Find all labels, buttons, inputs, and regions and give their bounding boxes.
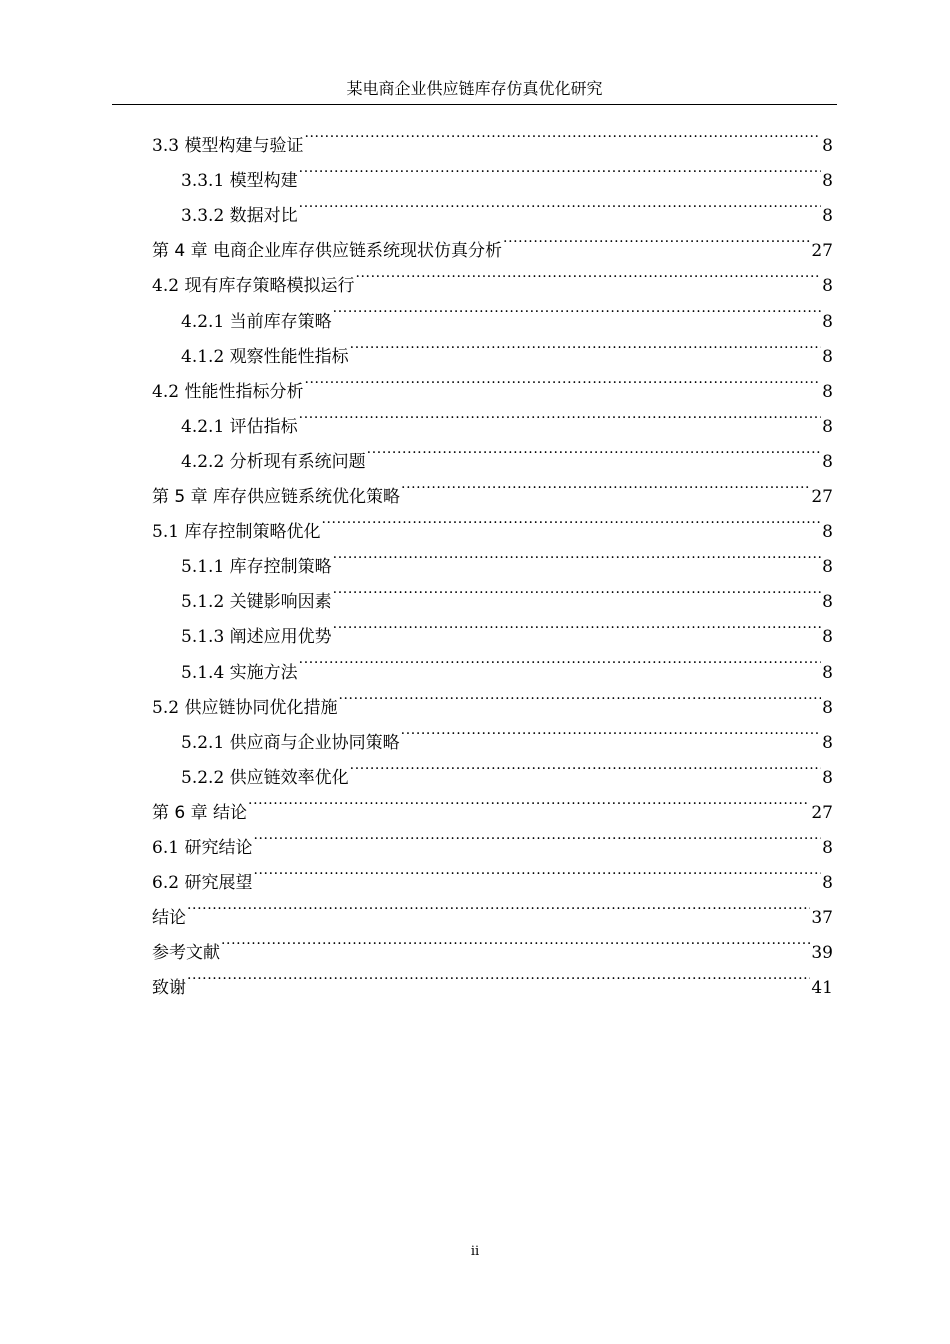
- toc-entry-page: 8: [822, 662, 833, 683]
- toc-entry[interactable]: [152, 958, 833, 999]
- toc-entry[interactable]: [152, 888, 833, 929]
- toc-entry-page: 8: [822, 206, 833, 227]
- toc-dot-leader: [299, 642, 822, 677]
- toc-entry-title: 5.1 库存控制策略优化: [152, 522, 321, 543]
- toc-entry-page: 41: [811, 978, 833, 999]
- toc-dot-leader: [338, 678, 821, 713]
- toc-entry-page: 8: [822, 522, 833, 543]
- toc-dot-leader: [304, 362, 821, 397]
- toc-entry-title: 3.3 模型构建与验证: [152, 136, 304, 157]
- toc-entry-title: 4.2 性能性指标分析: [152, 381, 304, 402]
- toc-entry-page: 8: [822, 136, 833, 157]
- toc-entry-page: 27: [811, 241, 833, 262]
- toc-dot-leader: [355, 256, 821, 291]
- toc-dot-leader: [333, 537, 822, 572]
- toc-entry-page: 8: [822, 346, 833, 367]
- toc-dot-leader: [333, 572, 822, 607]
- toc-entry-page: 8: [822, 767, 833, 788]
- toc-dot-leader: [503, 221, 810, 256]
- toc-entry-title: 4.2.1 当前库存策略: [181, 311, 332, 332]
- toc-dot-leader: [248, 783, 810, 818]
- toc-entry-title: 3.3.1 模型构建: [181, 171, 298, 192]
- toc-entry-title: 5.1.3 阐述应用优势: [181, 627, 332, 648]
- toc-entry-title: 4.2.2 分析现有系统问题: [181, 451, 366, 472]
- toc-entry-page: 8: [822, 557, 833, 578]
- toc-entry-title: 致谢: [152, 978, 186, 999]
- toc-entry-page: 39: [811, 943, 833, 964]
- toc-dot-leader: [333, 291, 822, 326]
- toc-dot-leader: [299, 151, 822, 186]
- toc-entry-page: 8: [822, 416, 833, 437]
- toc-dot-leader: [221, 923, 810, 958]
- toc-dot-leader: [187, 958, 810, 993]
- toc-dot-leader: [401, 713, 822, 748]
- page-number: ii: [470, 1244, 480, 1259]
- toc-dot-leader: [401, 467, 810, 502]
- table-of-contents: [152, 116, 833, 999]
- header-rule: [112, 104, 837, 105]
- toc-entry-page: 8: [822, 697, 833, 718]
- toc-entry-title: 5.2.2 供应链效率优化: [181, 767, 349, 788]
- toc-entry-title: 参考文献: [152, 943, 220, 964]
- toc-entry-page: 8: [822, 451, 833, 472]
- toc-entry-page: 8: [822, 381, 833, 402]
- toc-dot-leader: [253, 818, 821, 853]
- toc-entry-title: 6.2 研究展望: [152, 873, 253, 894]
- toc-entry-title: 结论: [152, 908, 186, 929]
- toc-entry-title: 5.2.1 供应商与企业协同策略: [181, 732, 400, 753]
- toc-entry-title: 第 6 章 结论: [152, 802, 248, 823]
- running-header: 某电商企业供应链库存仿真优化研究: [346, 79, 603, 98]
- toc-dot-leader: [333, 607, 822, 642]
- toc-entry[interactable]: [152, 783, 833, 823]
- toc-entry-title: 第 5 章 库存供应链系统优化策略: [152, 487, 401, 508]
- toc-entry[interactable]: [152, 853, 833, 894]
- toc-entry[interactable]: [152, 923, 833, 964]
- toc-entry-title: 第 4 章 电商企业库存供应链系统现状仿真分析: [152, 241, 503, 262]
- toc-entry-title: 3.3.2 数据对比: [181, 206, 298, 227]
- toc-entry-title: 4.1.2 观察性能性指标: [181, 346, 349, 367]
- toc-dot-leader: [299, 397, 822, 432]
- toc-entry-title: 5.1.2 关键影响因素: [181, 592, 332, 613]
- toc-entry-page: 8: [822, 837, 833, 858]
- toc-dot-leader: [321, 502, 821, 537]
- toc-entry-page: 27: [811, 487, 833, 508]
- toc-dot-leader: [253, 853, 821, 888]
- toc-entry-page: 37: [811, 908, 833, 929]
- toc-entry-title: 6.1 研究结论: [152, 837, 253, 858]
- toc-entry-page: 8: [822, 311, 833, 332]
- toc-dot-leader: [187, 888, 810, 923]
- toc-entry-title: 4.2 现有库存策略模拟运行: [152, 276, 355, 297]
- toc-dot-leader: [304, 116, 821, 151]
- toc-dot-leader: [299, 186, 822, 221]
- toc-entry-page: 8: [822, 627, 833, 648]
- toc-entry-title: 5.1.1 库存控制策略: [181, 557, 332, 578]
- toc-entry-title: 5.2 供应链协同优化措施: [152, 697, 338, 718]
- toc-entry-page: 8: [822, 592, 833, 613]
- toc-dot-leader: [350, 327, 822, 362]
- toc-entry-title: 4.2.1 评估指标: [181, 416, 298, 437]
- toc-dot-leader: [367, 432, 822, 467]
- toc-entry-page: 8: [822, 276, 833, 297]
- toc-entry-page: 8: [822, 732, 833, 753]
- toc-entry-page: 27: [811, 802, 833, 823]
- toc-entry[interactable]: [152, 116, 833, 157]
- toc-entry[interactable]: [152, 818, 833, 858]
- toc-entry-title: 5.1.4 实施方法: [181, 662, 298, 683]
- toc-dot-leader: [350, 748, 822, 783]
- toc-entry-page: 8: [822, 873, 833, 894]
- toc-entry-page: 8: [822, 171, 833, 192]
